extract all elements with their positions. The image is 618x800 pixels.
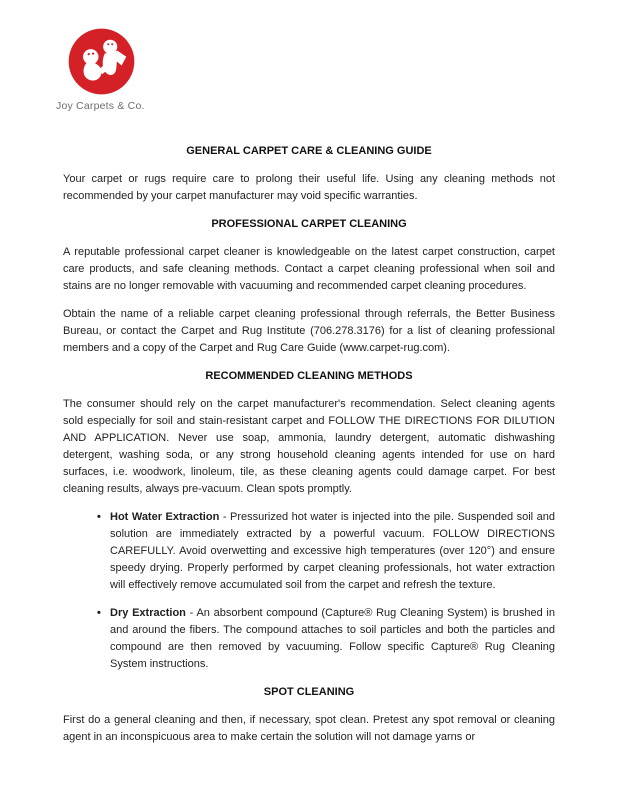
company-logo <box>56 28 166 112</box>
joy-carpets-logo-icon <box>68 28 135 95</box>
bullet-icon: • <box>97 511 101 523</box>
method-term: Hot Water Extraction <box>110 511 220 523</box>
intro-paragraph: Your carpet or rugs require care to prolong their useful life. Using any cleaning methods not recommended by your carpet manufacturer may void specific warranties. <box>63 173 555 202</box>
section-heading-professional-carpet-cleaning: PROFESSIONAL CARPET CLEANING <box>211 218 407 230</box>
cleaning-methods-list <box>63 509 555 673</box>
professional-paragraph-1: A reputable professional carpet cleaner is knowledgeable on the latest carpet construction, carpet care products, and safe cleaning methods. Contact a carpet cleaning professional when soil and stains are no longer removable with vacuuming and recommended carpet cleaning procedures. <box>63 246 555 292</box>
bullet-icon: • <box>97 607 101 619</box>
section-heading-spot-cleaning: SPOT CLEANING <box>263 686 355 698</box>
list-item-hot-water-extraction <box>63 509 555 594</box>
spot-cleaning-paragraph: First do a general cleaning and then, if necessary, spot clean. Pretest any spot removal or cleaning agent in an inconspicuous area to make certain the solution will not damage yarns or <box>63 714 555 743</box>
brand-name: Joy Carpets & Co. <box>56 100 145 112</box>
method-term: Dry Extraction <box>110 607 186 619</box>
list-item-dry-extraction <box>63 605 555 673</box>
recommended-paragraph: The consumer should rely on the carpet manufacturer's recommendation. Select cleaning agents sold especially for soil and stain-resistant carpet and FOLLOW THE DIRECTIONS FOR DILUTION AND APPLICATION. Never use soap, ammonia, laundry detergent, automatic dishwashing detergent, washing soda, or any strong household cleaning agents intended for use on hard surfaces, i.e. woodwork, linoleum, tile, as these cleaning agents could damage carpet. For best cleaning results, always pre-vacuum. Clean spots promptly. <box>63 398 555 495</box>
document-body <box>63 143 555 757</box>
professional-paragraph-2: Obtain the name of a reliable carpet cleaning professional through referrals, the Better Business Bureau, or contact the Carpet and Rug Institute (706.278.3176) for a list of cleaning professional members and a copy of the Carpet and Rug Care Guide (www.carpet-rug.com). <box>63 308 555 354</box>
section-heading-recommended-cleaning-methods: RECOMMENDED CLEANING METHODS <box>205 370 413 382</box>
method-description: - An absorbent compound (Capture® Rug Cleaning System) is brushed in and around the fibers. The compound attaches to soil particles and both the particles and compound are then removed by vacuuming. Follow specific Capture® Rug Cleaning System instructions. <box>110 607 555 670</box>
method-description: - Pressurized hot water is injected into the pile. Suspended soil and solution are immediately extracted by a powerful vacuum. FOLLOW DIRECTIONS CAREFULLY. Avoid overwetting and excessive high temperatures (over 120°) and ensure speedy drying. Properly performed by carpet cleaning professionals, hot water extraction will effectively remove accumulated soil from the carpet and refresh the texture. <box>110 511 555 591</box>
document-title: GENERAL CARPET CARE & CLEANING GUIDE <box>186 145 432 157</box>
